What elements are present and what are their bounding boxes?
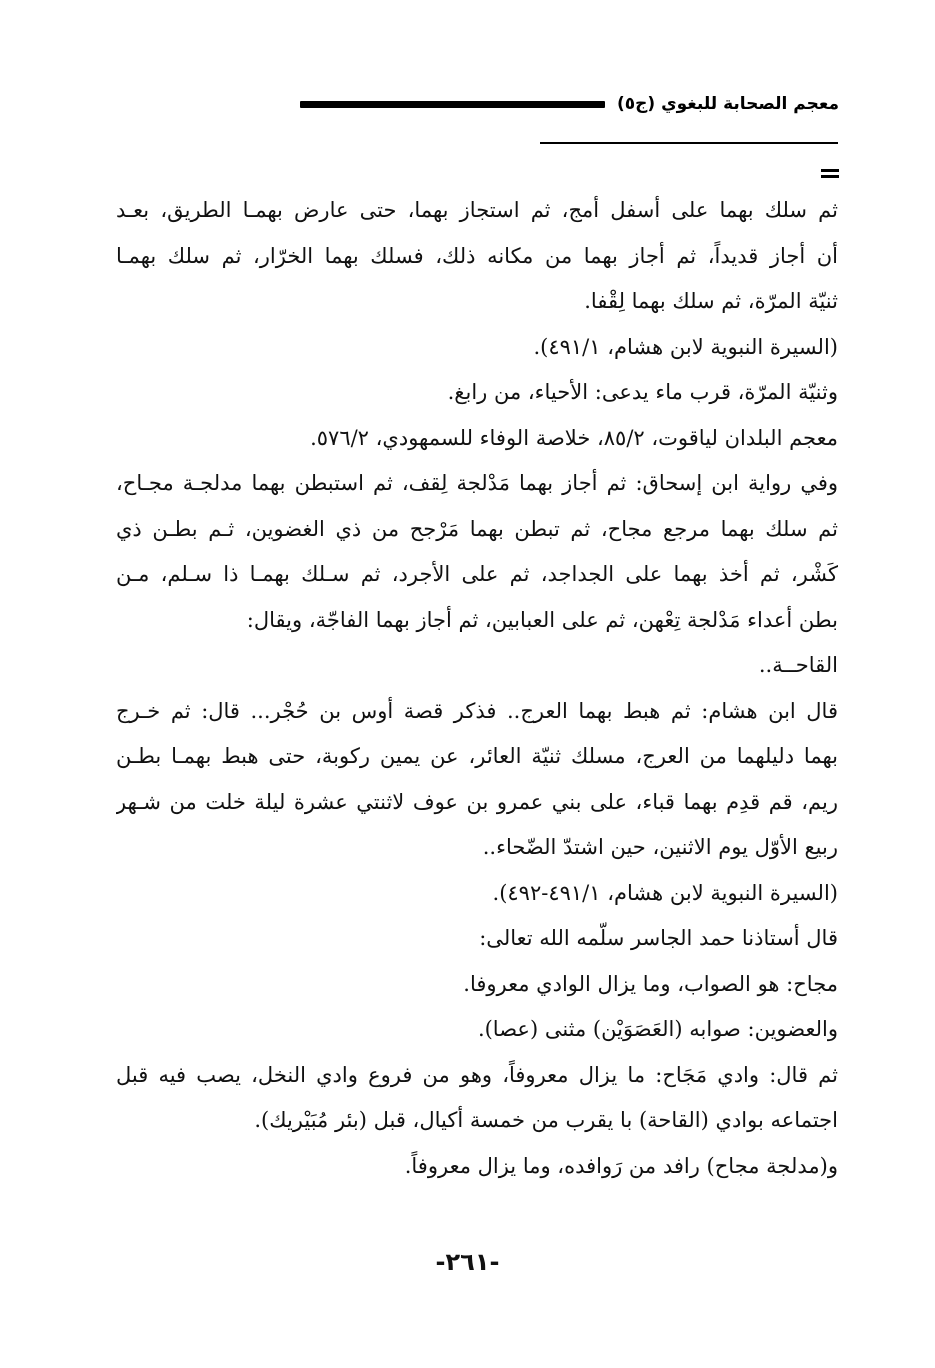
header-subrule	[540, 142, 838, 144]
text-line: ثنيّة المرّة، ثم سلك بهما لِقْفا.	[584, 289, 838, 313]
text-line: أن أجاز قديداً، ثم أجاز بهما من مكانه ذلك، فسلك بهما الخرّار، ثم سلك بهمـا	[116, 243, 838, 268]
text-line: بهما دليلهما من العرج، مسلك ثنيّة العائر، عن يمين ركوبة، حتى هبط بهمـا بطـن	[116, 744, 838, 768]
text-line: وثنيّة المرّة، قرب ماء يدعى: الأحياء، من رابغ.	[447, 380, 838, 404]
text-line: معجم البلدان لياقوت، ٨٥/٢، خلاصة الوفاء للسمهودي، ٥٧٦/٢.	[310, 425, 838, 450]
body-text	[116, 188, 838, 1189]
header-title: معجم الصحابة للبغوي (ج٥)	[616, 94, 839, 114]
text-line: بطن أعداء مَدْلجة تِعْهن، ثم على العبابين، ثم أجاز بهما الفاجّة، ويقال:	[246, 607, 838, 632]
text-line: القاحــة..	[758, 653, 838, 677]
text-line: ريم، قم قدِم بهما قباء، على بني عمرو بن عوف لاثنتي عشرة ليلة خلت من شـهر	[116, 789, 838, 814]
continuation-mark	[821, 169, 839, 178]
header-rule	[300, 101, 605, 108]
page-number: -٢٦١-	[435, 1248, 500, 1276]
text-line: ثم سلك بهما على أسفل أمج، ثم استجاز بهما، حتى عارض بهمـا الطريق، بعـد	[116, 198, 838, 222]
text-line: كَشْر، ثم أخذ بهما على الجداجد، ثم على الأجرد، ثم سـلك بهمـا ذا سـلم، مـن	[116, 562, 838, 586]
text-line: (السيرة النبوية لابن هشام، ٤٩١/١-٤٩٢).	[492, 880, 838, 905]
text-line: (السيرة النبوية لابن هشام، ٤٩١/١).	[533, 334, 838, 359]
text-line: ثم قال: وادي مَجَاح: ما يزال معروفاً، وهو من فروع وادي النخل، يصب فيه قبل	[116, 1062, 838, 1087]
text-line: ثم سلك بهما مرجع مجاح، ثم تبطن بهما مَرْجح من ذي الغضوين، ثـم بطـن ذي	[116, 516, 838, 541]
text-line: مجاح: هو الصواب، وما يزال الوادي معروفا.	[463, 971, 838, 996]
running-header	[300, 88, 839, 120]
text-line: والعضوين: صوابه (العَصَوَيْن) مثنى (عصا).	[477, 1017, 838, 1041]
text-line: قال أستاذنا حمد الجاسر سلّمه الله تعالى:	[479, 926, 838, 950]
text-line: اجتماعه بوادي (القاحة) با يقرب من خمسة أكيال، قبل (بئر مُبَيْريك).	[254, 1108, 838, 1132]
text-line: ربيع الأوّل يوم الاثنين، حين اشتدّ الضّحاء..	[482, 835, 838, 859]
text-line: قال ابن هشام: ثم هبط بهما العرج.. فذكر قصة أوس بن حُجْر... قال: ثم خـرج	[116, 698, 838, 723]
text-line: و(مدلجة مجاح) رافد من رَوافده، وما يزال معروفاً.	[404, 1153, 838, 1178]
text-line: وفي رواية ابن إسحاق: ثم أجاز بهما مَدْلجة لِقف، ثم استبطن بهما مدلجـة مجـاح،	[116, 471, 838, 495]
